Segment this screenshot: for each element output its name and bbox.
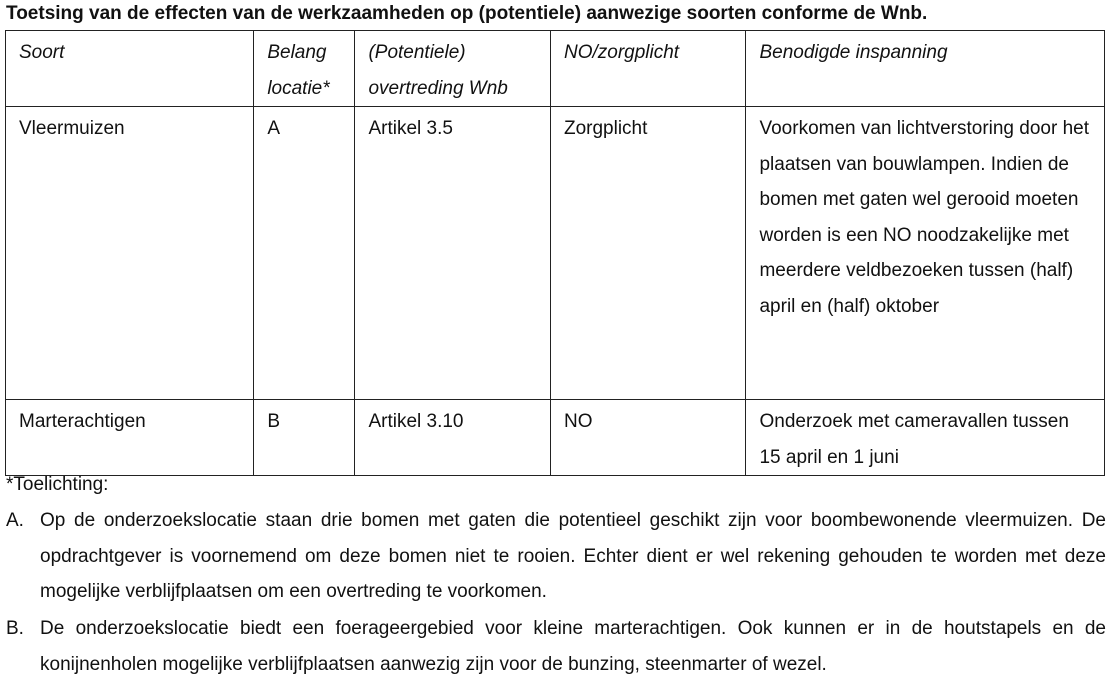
cell-no-zorgplicht: Zorgplicht xyxy=(550,107,746,400)
cell-inspanning: Onderzoek met cameravallen tussen 15 april en 1 juni xyxy=(746,400,1105,476)
cell-overtreding: Artikel 3.5 xyxy=(355,107,551,400)
table-row xyxy=(6,400,1105,476)
cell-no-zorgplicht: NO xyxy=(550,400,746,476)
note-text: Op de onderzoekslocatie staan drie bomen met gaten die potentieel geschikt zijn voor boombewonende vleermuizen. De opdrachtgever is voornemend om deze bomen niet te rooien. Echter dient er wel rekening gehouden te worden met deze mogelijke verblijfplaatsen om een overtreding te voorkomen. xyxy=(40,510,1106,602)
header-overtreding: (Potentiele) overtreding Wnb xyxy=(355,31,551,107)
table-title: Toetsing van de effecten van de werkzaamheden op (potentiele) aanwezige soorten conforme de Wnb. xyxy=(6,3,928,24)
species-table xyxy=(5,30,1105,476)
header-belang-locatie: Belang locatie* xyxy=(254,31,355,107)
cell-soort: Vleermuizen xyxy=(6,107,254,400)
cell-belang: A xyxy=(254,107,355,400)
note-item-b xyxy=(6,611,1106,682)
note-item-a xyxy=(6,503,1106,610)
notes-heading: *Toelichting: xyxy=(6,474,109,495)
note-letter: A. xyxy=(6,510,24,531)
header-benodigde-inspanning: Benodigde inspanning xyxy=(746,31,1105,107)
table-row xyxy=(6,107,1105,400)
cell-overtreding: Artikel 3.10 xyxy=(355,400,551,476)
note-text: De onderzoekslocatie biedt een foerageergebied voor kleine marterachtigen. Ook kunnen er in de houtstapels en de konijnenholen mogelijke verblijfplaatsen aanwezig zijn voor de bunzing, steenmarter of wezel. xyxy=(40,618,1106,675)
header-soort: Soort xyxy=(6,31,254,107)
cell-inspanning: Voorkomen van lichtverstoring door het plaatsen van bouwlampen. Indien de bomen met gaten wel gerooid moeten worden is een NO noodzakelijke met meerdere veldbezoeken tussen (half) april en (half) oktober xyxy=(746,107,1105,400)
header-no-zorgplicht: NO/zorgplicht xyxy=(550,31,746,107)
table-header-row xyxy=(6,31,1105,107)
cell-belang: B xyxy=(254,400,355,476)
note-letter: B. xyxy=(6,618,24,639)
cell-soort: Marterachtigen xyxy=(6,400,254,476)
